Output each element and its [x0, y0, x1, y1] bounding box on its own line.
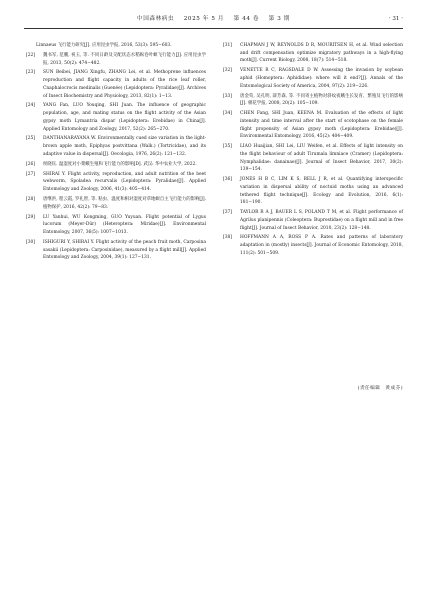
journal-name: 中国森林病虫	[137, 16, 175, 22]
reference-number: [28]	[26, 196, 36, 202]
reference-text: CHAPMAN J W, REYNOLDS D R, MOURITSEN H, et al. Wind selection and drift compensation optimize migratory pathways in a high-flying moth[J]. Current Biology, 2008, 18(7): 514−518.	[240, 43, 403, 64]
issue-number: 第 3 期	[268, 16, 290, 22]
reference-number: [22]	[26, 52, 36, 58]
reference-entry	[26, 239, 206, 262]
reference-entry	[26, 196, 206, 211]
reference-column-right	[223, 42, 403, 260]
reference-text: 侯晓钰. 温湿度对小菜蛾生殖和飞行能力的影响[D]. 武汉: 华中农业大学, 2022.	[43, 161, 197, 167]
reference-entry	[26, 102, 206, 133]
reference-entry	[223, 143, 403, 174]
issue-date: 2025 年 5 月	[183, 16, 225, 22]
reference-number: [27]	[26, 171, 36, 177]
reference-number: [23]	[26, 70, 36, 76]
reference-number: [36]	[223, 177, 233, 183]
reference-column-left	[26, 42, 206, 264]
reference-number: [35]	[223, 144, 233, 150]
volume-number: 第 44 卷	[233, 16, 260, 22]
reference-text: CHEN Fang, SHI Juan, KEENA M. Evaluation of the effects of light intensity and time interval after the start of scotophase on the female flight propensity of Asian gypsy moth (Lepidoptera: Erebidae)[J]. Environmental Entomology, 2016, 45(2): 404−409.	[240, 111, 403, 140]
reference-text: VENETTE R C, RAGSDALE D W. Assessing the invasion by soybean aphid (Homoptera: Aphididae): where will it end?[J]. Annals of the Entomological Society of America, 2004, 97(2): 219−226.	[240, 68, 403, 89]
reference-text: JONES H B C, LIM K S, BELL J R, et al. Quantifying interspecific variation in dispersal ability of noctuid moths using an advanced tethered flight technique[J]. Ecology and Evolution, 2016, 6(1): 181−190.	[240, 177, 403, 206]
reference-text: SUN Beibei, JIANG Xingfu, ZHANG Lei, et al. Methoprene influences reproduction and flight capacity in adults of the rice leaf roller, Cnaphalocrocis medinalis (Guenée) (Lepidoptera: Pyralidae)[J]. Archives of Insect Biochemistry and Physiology, 2013, 82(1): 1−13.	[43, 70, 206, 99]
reference-entry	[223, 110, 403, 141]
page-number: · 31 ·	[388, 16, 403, 22]
reference-text: 唐金苟, 吴孔明, 薛芳森, 等. 不同寄主植物对斜纹夜蛾生长发育、繁殖及飞行的影响[J]. 棉花学报, 2008, 20(2): 105−109.	[240, 93, 403, 107]
reference-entry	[223, 67, 403, 90]
reference-entry	[223, 93, 403, 108]
reference-entry	[223, 209, 403, 232]
reference-number: [25]	[26, 136, 36, 142]
journal-info	[24, 12, 403, 26]
reference-text: 魏书军, 范鹏, 祝玉, 等. 不同日龄及交配状态水稻纵卷叶螟飞行能力[J]. 应用昆虫学报, 2013, 50(2): 474−482.	[43, 52, 206, 66]
reference-entry	[26, 52, 206, 67]
running-header	[24, 12, 403, 29]
reference-entry	[26, 135, 206, 158]
reference-entry	[26, 171, 206, 194]
reference-entry	[223, 42, 403, 65]
reference-number: [24]	[26, 103, 36, 109]
reference-text: TAYLOR R A J, BAUER L S, POLAND T M, et al. Flight performance of Agrilus planipennis (Coleoptera: Buprestidae) on a flight mill and in free flight[J]. Journal of Insect Behavior, 2010, 23(2): 128−148.	[240, 210, 403, 231]
reference-text: LIAO Huaijian, SHI Lei, LIU Weifen, et al. Effects of light intensity on the flight behaviour of adult Tirumala limniace (Cramer) (Lepidoptera: Nymphalidae: danainae)[J]. Journal of Insect Behavior, 2017, 30(2): 139−154.	[240, 144, 403, 173]
reference-text: HOFFMANN A A, ROSS P A. Rates and patterns of laboratory adaptation in (mostly) insects[J]. Journal of Economic Entomology, 2018, 111(2): 501−509.	[240, 235, 403, 256]
reference-text: SHIRAI Y. Flight activity, reproduction, and adult nutrition of the beet webworm, Spoladea recurvalis (Lepidoptera: Pyralidae)[J]. Applied Entomology and Zoology, 2006, 41(3): 405−414.	[43, 171, 206, 193]
reference-text: YANG Fan, LUO Youqing, SHI Juan. The influence of geographic population, age, and mating status on the flight activity of the Asian gypsy moth Lymantria dispar (Lepidoptera: Erebidae) in China[J]. Applied Entomology and Zoology, 2017, 52(2): 265−270.	[43, 103, 206, 132]
reference-number: [26]	[26, 161, 36, 167]
responsible-editor: (责任编辑 黄成芬)	[357, 386, 403, 391]
reference-entry	[26, 42, 206, 50]
reference-entry	[223, 176, 403, 207]
reference-text: Linnaeus 飞行能力研究[J]. 应用昆虫学报, 2016, 53(3): 595−603.	[36, 43, 172, 48]
reference-text: 唐继洪, 程云霞, 罗礼智, 等. 粘虫、温度和相对湿度对草地螟自主飞行能力的影响[J]. 植物保护, 2016, 42(2): 79−83.	[43, 196, 206, 210]
reference-text: LU Yanhui, WU Kongming, GUO Yuyuan. Flight potential of Lygus lucorum (Meyer-Dür) (Heteroptera: Miridae)[J]. Environmental Entomology, 2007, 36(5): 1007−1013.	[43, 214, 206, 235]
reference-number: [31]	[223, 43, 233, 48]
reference-text: DANTHANARAYANA W. Environmentally cued size variation in the light-brown apple moth, Epiphyas postvittana (Walk.) (Tortricidae), and its adaptive value in dispersal[J]. Oecologia, 1976, 26(2): 121−132.	[43, 136, 206, 157]
reference-number: [33]	[223, 93, 233, 99]
reference-number: [32]	[223, 68, 233, 74]
reference-number: [30]	[26, 239, 36, 245]
reference-entry	[26, 161, 206, 169]
reference-number: [34]	[223, 111, 233, 117]
reference-number: [29]	[26, 214, 36, 220]
reference-entry	[223, 234, 403, 257]
reference-number: [37]	[223, 210, 233, 216]
reference-text: ISHIGURI Y, SHIRAI Y. Flight activity of the peach fruit moth, Carposina sasakii (Lepidoptera: Carposinidae), measured by a flight mill[J]. Applied Entomology and Zoology, 2004, 39(1): 127−131.	[43, 239, 206, 261]
reference-number: [38]	[223, 235, 233, 241]
reference-entry	[26, 69, 206, 100]
reference-entry	[26, 214, 206, 237]
